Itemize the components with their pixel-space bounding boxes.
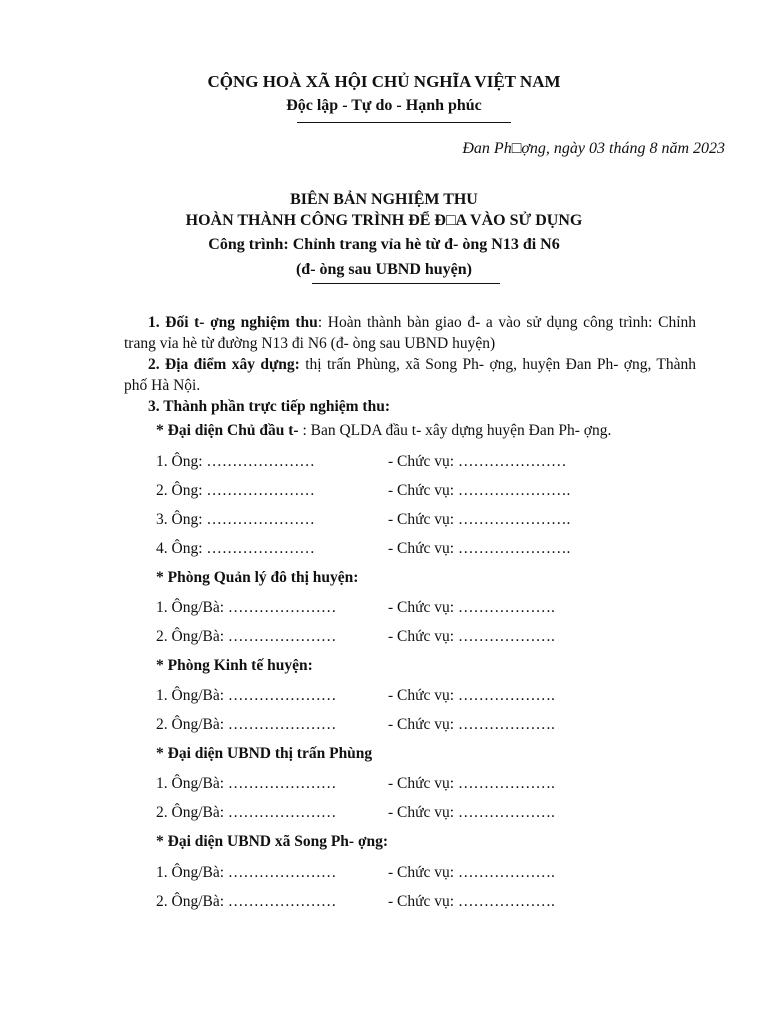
signer-role: - Chức vụ: ……………….: [388, 687, 555, 704]
title-underline: [312, 283, 500, 284]
item-members: [124, 396, 696, 417]
document-title: BIÊN BẢN NGHIỆM THU: [290, 191, 478, 208]
signer-row: [156, 864, 555, 882]
signer-name: 2. Ông/Bà: …………………: [156, 893, 337, 910]
signer-row: [156, 628, 555, 646]
place-date: Đan Ph□ợng, ngày 03 tháng 8 năm 2023: [462, 140, 725, 157]
document-subtitle: HOÀN THÀNH CÔNG TRÌNH ĐỂ Đ□A VÀO SỬ DỤNG: [185, 212, 583, 229]
project-name: Công trình: Chỉnh trang vỉa hè từ đ- òng N13 đi N6: [208, 236, 560, 253]
motto-underline: [297, 122, 511, 123]
signer-name: 1. Ông: …………………: [156, 453, 315, 470]
item-members-label: 3. Thành phần trực tiếp nghiệm thu:: [148, 398, 390, 415]
nation-heading: CỘNG HOÀ XÃ HỘI CHỦ NGHĨA VIỆT NAM: [207, 72, 561, 91]
signer-role: - Chức vụ: ………………….: [388, 511, 571, 528]
signer-name: 2. Ông/Bà: …………………: [156, 628, 337, 645]
project-sub: (đ- òng sau UBND huyện): [295, 261, 473, 278]
signer-name: 2. Ông/Bà: …………………: [156, 716, 337, 733]
signer-role: - Chức vụ: ………………….: [388, 540, 571, 557]
signer-name: 1. Ông/Bà: …………………: [156, 775, 337, 792]
signer-row: [156, 599, 555, 617]
signer-role: - Chức vụ: …………………: [388, 453, 567, 470]
section-heading: * Phòng Quản lý đô thị huyện:: [156, 569, 359, 586]
signer-role: - Chức vụ: ………………….: [388, 482, 571, 499]
signer-role: - Chức vụ: ……………….: [388, 893, 555, 910]
signer-row: [156, 540, 571, 558]
signer-name: 1. Ông/Bà: …………………: [156, 864, 337, 881]
signer-row: [156, 482, 571, 500]
signer-row: [156, 716, 555, 734]
signer-name: 2. Ông: …………………: [156, 482, 315, 499]
signer-row: [156, 775, 555, 793]
signer-role: - Chức vụ: ……………….: [388, 775, 555, 792]
item-location-text: thị trấn Phùng, xã Song Ph- ợng, huyện Đan Ph- ợng, Thành phố Hà Nội.: [124, 356, 697, 394]
signer-name: 1. Ông/Bà: …………………: [156, 687, 337, 704]
signer-row: [156, 511, 571, 529]
section-heading: * Đại diện UBND xã Song Ph- ợng:: [156, 833, 389, 850]
item-subject-sep: :: [317, 314, 328, 331]
item-subject-label: 1. Đối t- ợng nghiệm thu: [148, 314, 318, 331]
signer-role: - Chức vụ: ……………….: [388, 599, 555, 616]
signer-role: - Chức vụ: ……………….: [388, 864, 555, 881]
item-location: [124, 354, 696, 396]
signer-name: 1. Ông/Bà: …………………: [156, 599, 337, 616]
signer-row: [156, 893, 555, 911]
motto: Độc lập - Tự do - Hạnh phúc: [286, 97, 482, 114]
signer-role: - Chức vụ: ……………….: [388, 716, 555, 733]
signer-name: 2. Ông/Bà: …………………: [156, 804, 337, 821]
signer-name: 4. Ông: …………………: [156, 540, 315, 557]
section-heading: * Phòng Kinh tế huyện:: [156, 657, 313, 674]
signer-row: [156, 453, 567, 471]
signer-row: [156, 804, 555, 822]
item-subject: [124, 312, 696, 354]
signer-role: - Chức vụ: ……………….: [388, 804, 555, 821]
signer-row: [156, 687, 555, 705]
investor-text: : Ban QLDA đầu t- xây dựng huyện Đan Ph- ợng.: [302, 422, 612, 439]
section-heading: * Đại diện UBND thị trấn Phùng: [156, 745, 373, 762]
investor-label: * Đại diện Chủ đầu t-: [156, 422, 303, 439]
signer-name: 3. Ông: …………………: [156, 511, 315, 528]
item-location-label: 2. Địa điểm xây dựng:: [148, 356, 300, 373]
investor-heading: [156, 422, 611, 440]
signer-role: - Chức vụ: ……………….: [388, 628, 555, 645]
item-subject-text: Hoàn thành bàn giao đ- a vào sử dụng công trình: Chỉnh trang vỉa hè từ đường N13 đi N6 (đ- òng sau UBND huyện): [124, 314, 696, 352]
